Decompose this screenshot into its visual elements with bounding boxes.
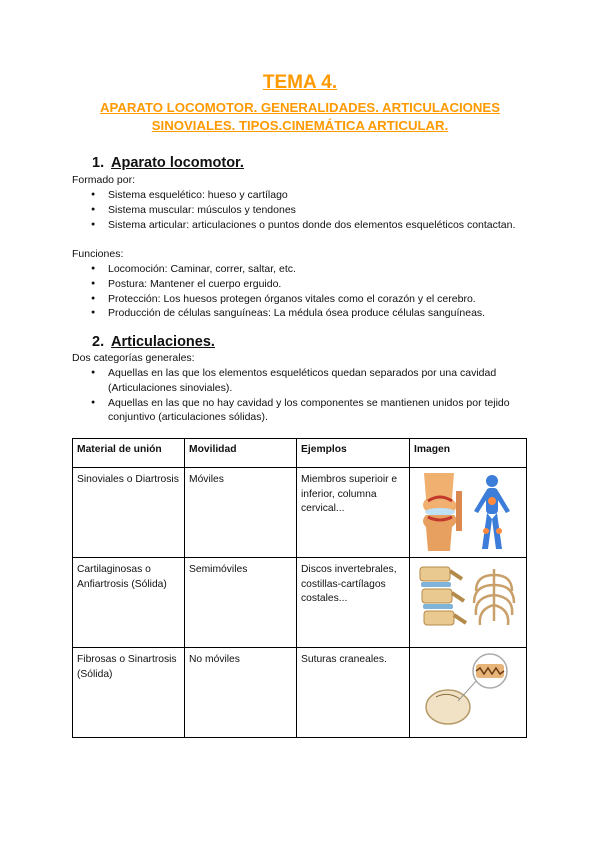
list-item: ● Aquellas en las que los elementos esqueléticos quedan separados por una cavidad (Articulaciones sinoviales).: [108, 366, 528, 396]
list-item: ● Protección: Los huesos protegen órganos vitales como el corazón y el cerebro.: [108, 292, 528, 307]
cell-ejemplos: Suturas craneales.: [297, 648, 410, 738]
doc-subtitle: APARATO LOCOMOTOR. GENERALIDADES. ARTICULACIONES SINOVIALES. TIPOS.CINEMÁTICA ARTICULAR.: [99, 100, 501, 133]
functions-list: [108, 262, 528, 321]
doc-title: TEMA 4.: [262, 72, 338, 93]
cell-movilidad: Semimóviles: [185, 558, 297, 648]
header-movilidad: Movilidad: [185, 439, 297, 468]
header-ejemplos: Ejemplos: [297, 439, 410, 468]
table-row: [73, 468, 527, 558]
section-1-heading: [92, 155, 244, 171]
list-item: ● Producción de células sanguíneas: La médula ósea produce células sanguíneas.: [108, 306, 528, 321]
list-item: ● Locomoción: Caminar, correr, saltar, etc.: [108, 262, 528, 277]
cell-material: Cartilaginosas o Anfiartrosis (Sólida): [73, 558, 185, 648]
header-imagen: Imagen: [410, 439, 527, 468]
cell-movilidad: No móviles: [185, 648, 297, 738]
header-material: Material de unión: [73, 439, 185, 468]
spine-ribcage-image: [414, 561, 518, 643]
list-item: ● Sistema articular: articulaciones o puntos donde dos elementos esqueléticos contactan.: [108, 218, 528, 233]
table-header-row: [73, 439, 527, 468]
cell-ejemplos: Discos invertebrales, costillas-cartílagos costales...: [297, 558, 410, 648]
list-item: ● Postura: Mantener el cuerpo erguido.: [108, 277, 528, 292]
functions-label: Funciones:: [72, 248, 124, 260]
knee-joint-image: [414, 471, 518, 553]
section-2-heading: [92, 334, 215, 350]
skull-suture-image: [414, 651, 518, 733]
section-1-intro: Formado por:: [72, 174, 136, 186]
section-1-title: Aparato locomotor.: [111, 155, 244, 171]
list-item: ● Sistema muscular: músculos y tendones: [108, 203, 528, 218]
section-2-list: [108, 366, 528, 425]
list-item: ● Aquellas en las que no hay cavidad y los componentes se mantienen unidos por tejido conjuntivo (articulaciones sólidas).: [108, 396, 528, 426]
list-item: ● Sistema esquelético: hueso y cartílago: [108, 188, 528, 203]
section-1-list: [108, 188, 528, 232]
section-1-number: 1.: [92, 155, 105, 171]
cell-movilidad: Móviles: [185, 468, 297, 558]
cell-material: Sinoviales o Diartrosis: [73, 468, 185, 558]
cell-material: Fibrosas o Sinartrosis (Sólida): [73, 648, 185, 738]
cell-ejemplos: Miembros superioir e inferior, columna cervical...: [297, 468, 410, 558]
joints-table: [72, 438, 527, 738]
table-row: [73, 648, 527, 738]
section-2-title: Articulaciones.: [111, 334, 215, 350]
section-2-intro: Dos categorías generales:: [72, 352, 195, 364]
table-row: [73, 558, 527, 648]
section-2-number: 2.: [92, 334, 105, 350]
